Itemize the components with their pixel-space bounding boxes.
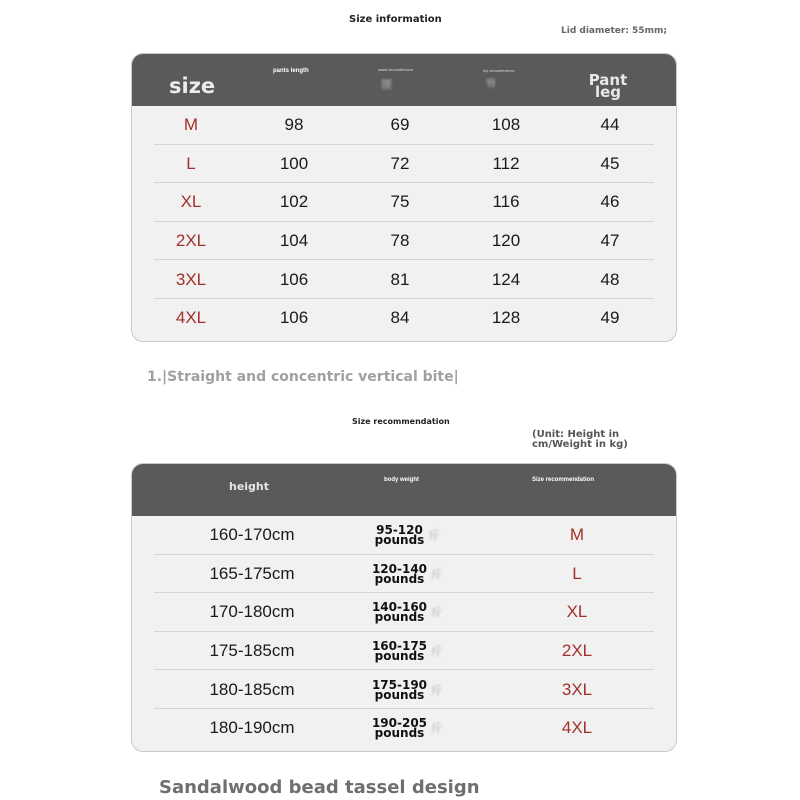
cell-waist: 84 — [390, 308, 410, 328]
table-row — [132, 555, 676, 594]
cell-body-weight — [352, 670, 462, 709]
cell-hip: 128 — [491, 308, 521, 328]
cell-size: 3XL — [175, 269, 207, 289]
cell-pant-leg: 45 — [600, 153, 620, 173]
blurred-chinese-icon: 斤 — [431, 684, 443, 697]
weight-range: 190-205 — [371, 716, 428, 731]
cell-recommended-size: M — [569, 525, 585, 545]
weight-stack — [371, 639, 428, 664]
size-recommendation-table — [131, 463, 677, 752]
cell-size: XL — [180, 192, 202, 212]
cell-body-weight — [352, 709, 462, 748]
cell-recommended-size: 4XL — [561, 718, 593, 738]
size-information-rows — [132, 106, 676, 338]
blurred-chinese-icon: 斤 — [431, 607, 443, 620]
header-pants-length: pants length — [273, 68, 309, 74]
weight-stack — [371, 561, 428, 586]
cell-body-weight — [352, 516, 462, 555]
cell-size: L — [186, 153, 196, 173]
weight-range: 120-140 — [371, 561, 428, 576]
cell-height: 180-190cm — [209, 718, 295, 738]
cell-height: 165-175cm — [209, 563, 295, 583]
cell-pant-leg: 49 — [600, 308, 620, 328]
cell-waist: 69 — [390, 115, 410, 135]
cell-waist: 72 — [390, 153, 410, 173]
table-row — [132, 222, 676, 261]
cell-pant-leg: 44 — [600, 115, 620, 135]
table-row — [132, 183, 676, 222]
size-information-header — [132, 54, 676, 106]
cell-height: 180-185cm — [209, 679, 295, 699]
cell-recommended-size: L — [572, 563, 582, 583]
cell-pants-length: 104 — [279, 231, 309, 251]
weight-range: 175-190 — [371, 677, 428, 692]
weight-stack — [371, 600, 428, 625]
table-row — [132, 260, 676, 299]
cell-waist: 81 — [390, 269, 410, 289]
header-waist: waist circumference — [378, 67, 414, 72]
cell-waist: 78 — [390, 231, 410, 251]
cell-height: 170-180cm — [209, 602, 295, 622]
weight-stack — [371, 716, 428, 741]
cell-size: 2XL — [175, 231, 207, 251]
header-size: size — [169, 74, 216, 98]
cell-hip: 116 — [492, 192, 520, 212]
blurred-chinese-icon: 斤 — [431, 646, 443, 659]
cell-pants-length: 106 — [279, 269, 309, 289]
cell-hip: 124 — [491, 269, 521, 289]
caption-straight-bite: 1.|Straight and concentric vertical bite| — [147, 369, 459, 385]
cell-recommended-size: XL — [566, 602, 588, 622]
weight-range: 95-120 — [376, 523, 423, 538]
lid-diameter-note: Lid diameter: 55mm; — [561, 26, 667, 36]
cell-pant-leg: 48 — [600, 269, 620, 289]
size-recommendation-rows — [132, 516, 676, 748]
weight-range: 160-175 — [371, 639, 428, 654]
cell-height: 160-170cm — [209, 525, 295, 545]
table-row — [132, 632, 676, 671]
header-body-weight: body weight — [384, 477, 419, 483]
weight-range: 140-160 — [371, 600, 428, 615]
header-height: height — [229, 480, 270, 493]
cell-waist: 75 — [390, 192, 410, 212]
weight-unit: pounds — [374, 533, 425, 548]
cell-body-weight — [352, 555, 462, 594]
caption-sandalwood: Sandalwood bead tassel design — [159, 777, 480, 798]
cell-pant-leg: 47 — [600, 231, 620, 251]
cell-hip: 112 — [492, 153, 520, 173]
weight-stack — [374, 523, 425, 548]
weight-unit: pounds — [374, 610, 425, 625]
size-recommendation-title: Size recommendation — [352, 417, 450, 426]
unit-note: (Unit: Height in cm/Weight in kg) — [532, 429, 628, 450]
weight-unit: pounds — [374, 571, 425, 586]
weight-stack — [371, 677, 428, 702]
cell-body-weight — [352, 632, 462, 671]
size-information-table — [131, 53, 677, 342]
table-row — [132, 670, 676, 709]
cell-pants-length: 98 — [284, 115, 304, 135]
blurred-chinese-icon: 斤 — [431, 723, 443, 736]
table-row — [132, 145, 676, 184]
table-row — [132, 593, 676, 632]
weight-unit: pounds — [374, 726, 425, 741]
cell-body-weight — [352, 593, 462, 632]
cell-hip: 108 — [491, 115, 521, 135]
table-row — [132, 709, 676, 748]
cell-recommended-size: 2XL — [561, 641, 593, 661]
blurred-chinese-icon: 臀 — [486, 79, 496, 90]
cell-size: 4XL — [175, 308, 207, 328]
cell-hip: 120 — [491, 231, 521, 251]
header-hip: hip circumference — [483, 68, 515, 73]
table-row — [132, 516, 676, 555]
cell-pant-leg: 46 — [600, 192, 620, 212]
header-pant-leg: Pant leg — [588, 71, 628, 101]
table-row — [132, 106, 676, 145]
cell-height: 175-185cm — [209, 641, 295, 661]
weight-unit: pounds — [374, 687, 425, 702]
cell-size: M — [183, 115, 199, 135]
blurred-chinese-icon: 斤 — [428, 530, 440, 543]
size-recommendation-header — [132, 464, 676, 516]
cell-pants-length: 100 — [279, 153, 309, 173]
header-size-recommendation: Size recommendation — [532, 477, 595, 483]
cell-pants-length: 106 — [279, 308, 309, 328]
cell-pants-length: 102 — [279, 192, 309, 212]
blurred-chinese-icon: 腰 — [381, 79, 392, 91]
table-row — [132, 299, 676, 338]
weight-unit: pounds — [374, 649, 425, 664]
size-information-title: Size information — [349, 14, 442, 25]
cell-recommended-size: 3XL — [561, 679, 593, 699]
blurred-chinese-icon: 斤 — [431, 568, 443, 581]
